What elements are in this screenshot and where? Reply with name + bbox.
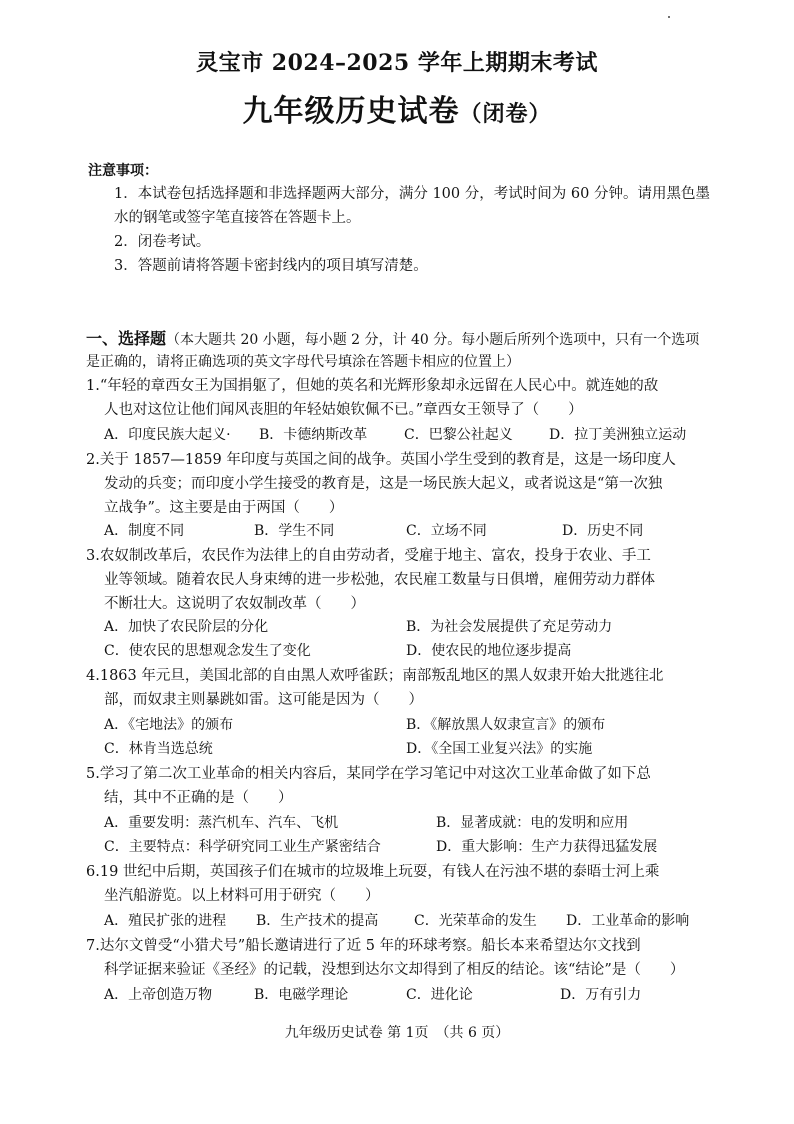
option-c[interactable]: C．巴黎公社起义 <box>404 427 513 443</box>
option-c[interactable]: C．立场不同 <box>406 523 487 539</box>
page-footer: 九年级历史试卷 第 1页 （共 6 页） <box>284 1025 510 1041</box>
option-d[interactable]: D．历史不同 <box>562 523 644 539</box>
question-line: 不断壮大。这说明了农奴制改革（ ） <box>104 596 365 612</box>
question-number: 4. <box>86 668 100 684</box>
question-number: 6. <box>86 864 100 880</box>
question-line: 达尔文曾受“小猎犬号”船长邀请进行了近 5 年的环球考察。船长本来希望达尔文找到 <box>99 938 641 954</box>
option-b[interactable]: B．学生不同 <box>254 523 335 539</box>
section-description: （本大题共 20 小题，每小题 2 分，计 40 分。每小题后所列个选项中，只有一个选项是正确的，请将正确选项的英文字母代号填涂在答题卡相应的位置上） <box>86 332 700 370</box>
option-d[interactable]: D．万有引力 <box>560 987 642 1003</box>
question-line: 发动的兵变；而印度小学生接受的教育是，这是一场民族大起义，或者说这是“第一次独 <box>104 476 663 492</box>
notes-list <box>88 182 710 278</box>
question-line: 部，而奴隶主则暴跳如雷。这可能是因为（ ） <box>104 692 423 708</box>
option-a[interactable]: A．殖民扩张的进程 <box>104 913 227 929</box>
question-line: 坐汽船游览。以上材料可用于研究（ ） <box>104 888 380 904</box>
question-5 <box>86 762 710 810</box>
option-d[interactable]: D．工业革命的影响 <box>566 913 690 929</box>
paper-title-main: 九年级历史试卷 <box>242 94 460 129</box>
question-line: 1863 年元旦，美国北部的自由黑人欢呼雀跃；南部叛乱地区的黑人奴隶开始大批逃往北 <box>99 668 664 684</box>
question-line: 19 世纪中后期，英国孩子们在城市的垃圾堆上玩耍，有钱人在污浊不堪的泰晤士河上乘 <box>99 864 660 880</box>
option-c[interactable]: C．主要特点：科学研究同工业生产紧密结合 <box>104 839 381 855</box>
note-item: 3．答题前请将答题卡密封线内的项目填写清楚。 <box>114 258 428 274</box>
question-number: 5. <box>86 766 100 782</box>
option-b[interactable]: B．为社会发展提供了充足劳动力 <box>406 619 613 635</box>
question-number: 2. <box>86 452 100 468</box>
option-a[interactable]: A．印度民族大起义· <box>104 427 231 443</box>
question-line: 科学证据来验证《圣经》的记载，没想到达尔文却得到了相反的结论。该“结论”是（ ） <box>104 962 685 978</box>
option-a[interactable]: A．重要发明：蒸汽机车、汽车、飞机 <box>104 815 339 831</box>
option-b[interactable]: B．生产技术的提高 <box>256 913 379 929</box>
question-number: 1. <box>86 378 100 394</box>
option-a[interactable]: A．上帝创造万物 <box>104 987 213 1003</box>
question-6 <box>86 860 710 908</box>
option-b[interactable]: B．《解放黑人奴隶宣言》的颁布 <box>406 717 606 733</box>
question-line: 人也对这位让他们闻风丧胆的年轻姑娘钦佩不已。”章西女王领导了（ ） <box>104 402 583 418</box>
option-b[interactable]: B．卡德纳斯改革 <box>259 427 368 443</box>
question-4 <box>86 664 710 712</box>
option-a[interactable]: A．加快了农民阶层的分化 <box>104 619 269 635</box>
scan-speck <box>668 16 670 18</box>
question-line: 结，其中不正确的是（ ） <box>104 790 293 806</box>
option-d[interactable]: D．重大影响：生产力获得迅猛发展 <box>436 839 658 855</box>
note-item: 2．闭卷考试。 <box>114 234 211 250</box>
exam-title: 灵宝市 2024–2025 学年上期期末考试 <box>196 50 598 76</box>
notes-heading: 注意事项： <box>88 163 158 179</box>
option-c[interactable]: C．进化论 <box>406 987 473 1003</box>
paper-title <box>0 86 794 130</box>
option-d[interactable]: D．《全国工业复兴法》的实施 <box>406 741 593 757</box>
question-2 <box>86 448 710 520</box>
paper-title-sub: （闭卷） <box>459 101 552 127</box>
option-c[interactable]: C．林肯当选总统 <box>104 741 213 757</box>
question-7 <box>86 934 710 982</box>
option-c[interactable]: C．光荣革命的发生 <box>414 913 537 929</box>
option-a[interactable]: A．《宅地法》的颁布 <box>104 717 234 733</box>
option-d[interactable]: D．使农民的地位逐步提高 <box>406 643 572 659</box>
question-line: 立战争”。这主要是由于两国（ ） <box>104 500 344 516</box>
question-line: 农奴制改革后，农民作为法律上的自由劳动者，受雇于地主、富农，投身于农业、手工 <box>99 548 651 564</box>
question-1 <box>86 374 710 422</box>
question-line: 业等领域。随着农民人身束缚的进一步松弛，农民雇工数量与日俱增，雇佣劳动力群体 <box>104 572 655 588</box>
question-number: 3. <box>86 548 100 564</box>
option-c[interactable]: C．使农民的思想观念发生了变化 <box>104 643 311 659</box>
option-d[interactable]: D．拉丁美洲独立运动 <box>549 427 687 443</box>
section-header <box>86 328 710 373</box>
question-3 <box>86 544 710 616</box>
question-line: “年轻的章西女王为国捐躯了，但她的英名和光辉形象却永远留在人民心中。就连她的敌 <box>99 378 659 394</box>
question-line: 关于 1857—1859 年印度与英国之间的战争。英国小学生受到的教育是，这是一场印度人 <box>99 452 676 468</box>
option-a[interactable]: A．制度不同 <box>104 523 185 539</box>
section-title: 一、选择题 <box>86 329 167 348</box>
option-b[interactable]: B．电磁学理论 <box>254 987 349 1003</box>
note-item: 1．本试卷包括选择题和非选择题两大部分，满分 100 分，考试时间为 60 分钟。请用黑色墨水的钢笔或签字笔直接答在答题卡上。 <box>114 186 710 226</box>
option-b[interactable]: B．显著成就：电的发明和应用 <box>436 815 629 831</box>
question-line: 学习了第二次工业革命的相关内容后，某同学在学习笔记中对这次工业革命做了如下总 <box>99 766 651 782</box>
question-number: 7. <box>86 938 100 954</box>
